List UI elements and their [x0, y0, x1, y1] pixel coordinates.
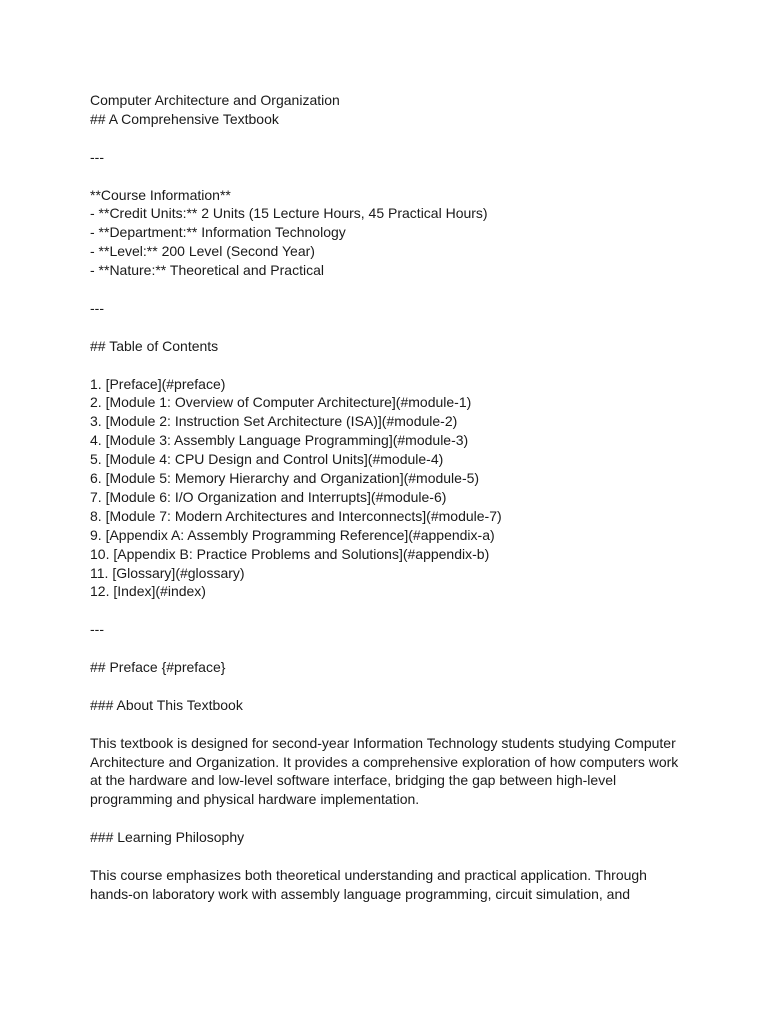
toc-item: 7. [Module 6: I/O Organization and Interrupts](#module-6) — [90, 488, 447, 505]
separator: --- — [90, 148, 104, 165]
course-info-item: - **Department:** Information Technology — [90, 224, 346, 241]
blank-line — [90, 280, 690, 299]
separator: --- — [90, 621, 104, 638]
blank-line — [90, 809, 690, 828]
toc-item: 10. [Appendix B: Practice Problems and Solutions](#appendix-b) — [90, 545, 490, 562]
course-info-item: - **Level:** 200 Level (Second Year) — [90, 243, 315, 260]
toc-item: 5. [Module 4: CPU Design and Control Units](#module-4) — [90, 451, 444, 468]
course-info-item: - **Nature:** Theoretical and Practical — [90, 262, 324, 279]
philosophy-paragraph: This course emphasizes both theoretical understanding and practical application. Through hands-on laboratory work with assembly language programming, circuit simulation, and — [90, 866, 647, 902]
course-info-item: - **Credit Units:** 2 Units (15 Lecture Hours, 45 Practical Hours) — [90, 205, 488, 222]
blank-line — [90, 167, 690, 186]
course-info-heading: **Course Information** — [90, 186, 231, 203]
blank-line — [90, 715, 690, 734]
toc-item: 4. [Module 3: Assembly Language Programming](#module-3) — [90, 432, 469, 449]
blank-line — [90, 318, 690, 337]
blank-line — [90, 356, 690, 375]
document-page — [90, 91, 690, 904]
separator: --- — [90, 299, 104, 316]
blank-line — [90, 129, 690, 148]
toc-item: 3. [Module 2: Instruction Set Architecture (ISA)](#module-2) — [90, 413, 458, 430]
toc-item: 8. [Module 7: Modern Architectures and Interconnects](#module-7) — [90, 507, 502, 524]
blank-line — [90, 601, 690, 620]
toc-item: 12. [Index](#index) — [90, 583, 206, 600]
blank-line — [90, 847, 690, 866]
toc-item: 1. [Preface](#preface) — [90, 375, 226, 392]
toc-item: 9. [Appendix A: Assembly Programming Reference](#appendix-a) — [90, 526, 495, 543]
preface-heading: ## Preface {#preface} — [90, 659, 226, 676]
blank-line — [90, 677, 690, 696]
toc-item: 6. [Module 5: Memory Hierarchy and Organization](#module-5) — [90, 470, 480, 487]
toc-item: 2. [Module 1: Overview of Computer Architecture](#module-1) — [90, 394, 472, 411]
blank-line — [90, 639, 690, 658]
about-heading: ### About This Textbook — [90, 696, 243, 713]
about-paragraph: This textbook is designed for second-year Information Technology students studying Computer Architecture and Organization. It provides a comprehensive exploration of how computers work at the hardware and low-level software interface, bridging the gap between high-level programming and physical hardware implementation. — [90, 734, 679, 808]
philosophy-heading: ### Learning Philosophy — [90, 829, 245, 846]
document-title: Computer Architecture and Organization — [90, 92, 340, 108]
document-subtitle: ## A Comprehensive Textbook — [90, 110, 279, 127]
toc-heading: ## Table of Contents — [90, 337, 219, 354]
toc-item: 11. [Glossary](#glossary) — [90, 564, 245, 581]
